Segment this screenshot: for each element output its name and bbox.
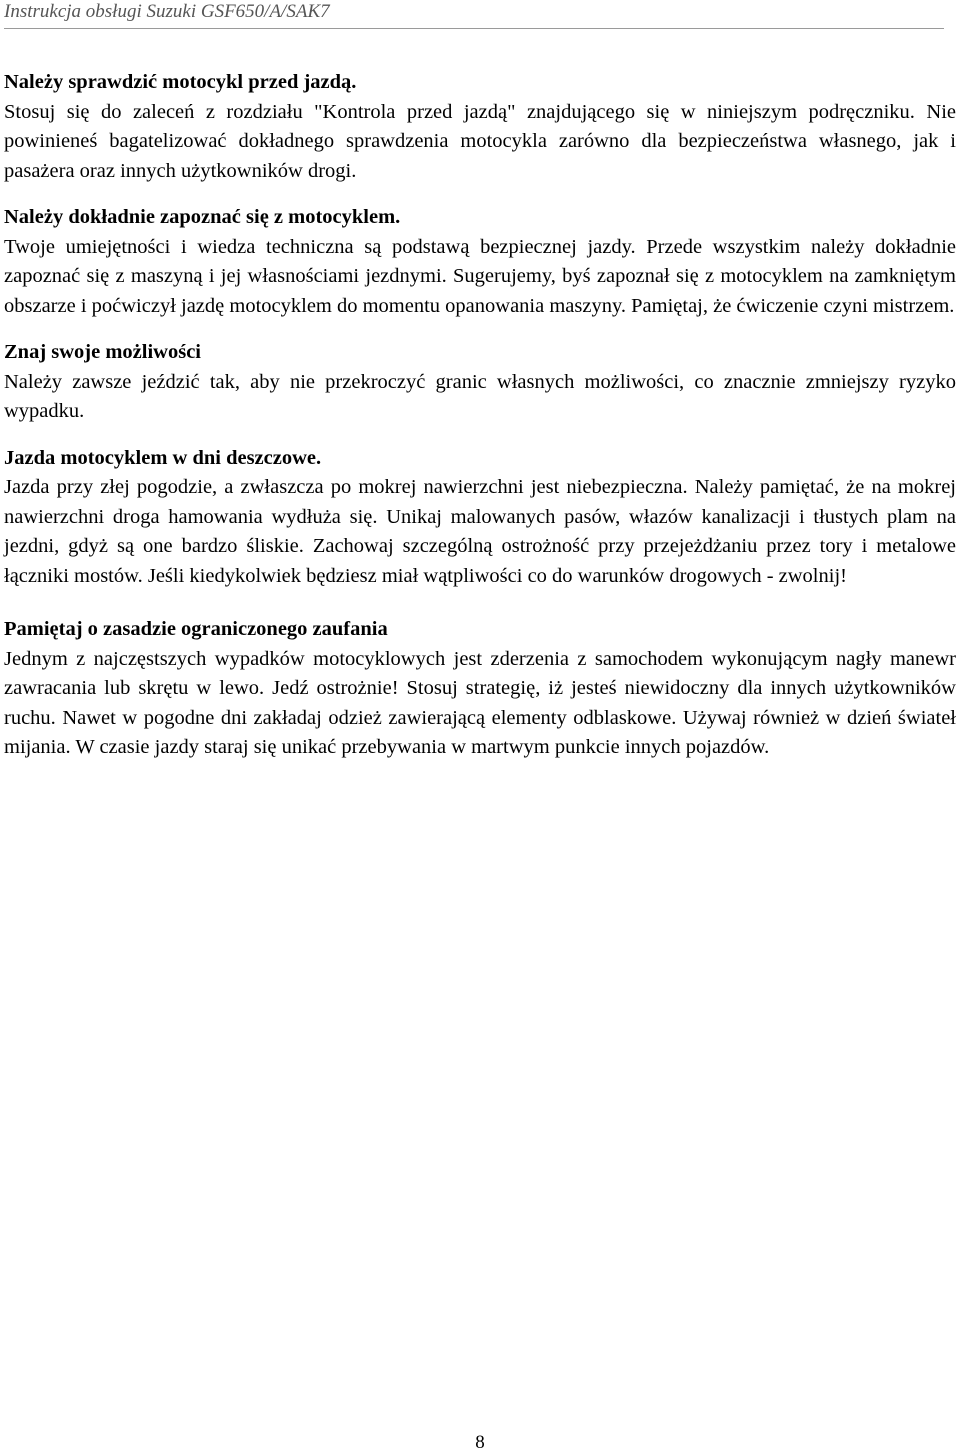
document-title: Instrukcja obsługi Suzuki GSF650/A/SAK7 — [4, 1, 330, 22]
section-body: Stosuj się do zaleceń z rozdziału "Kontrola przed jazdą" znajdującego się w niniejszym podręczniku. Nie powinieneś bagatelizować dokładnego sprawdzenia motocykla zarówno dla bezpieczeństwa własnego, jak i pasażera oraz innych użytkowników drogi. — [4, 100, 956, 182]
section-body: Jednym z najczęstszych wypadków motocyklowych jest zderzenia z samochodem wykonującym nagły manewr zawracania lub skrętu w lewo. Jedź ostrożnie! Stosuj strategię, iż jesteś niewidoczny dla innych użytkowników ruchu. Nawet w pogodne dni zakładaj odzież zawierającą elementy odblaskowe. Używaj również w dzień świateł mijania. W czasie jazdy staraj się unikać przebywania w martwym punkcie innych pojazdów. — [4, 647, 956, 758]
section-check-motorcycle — [4, 68, 956, 186]
section-body: Należy zawsze jeździć tak, aby nie przekroczyć granic własnych możliwości, co znacznie zmniejszy ryzyko wypadku. — [4, 370, 956, 422]
section-rainy-days — [4, 444, 956, 592]
page-content — [4, 68, 956, 780]
section-heading: Znaj swoje możliwości — [4, 341, 202, 363]
section-heading: Jazda motocyklem w dni deszczowe. — [4, 446, 322, 469]
section-know-motorcycle — [4, 203, 956, 321]
section-limited-trust — [4, 615, 956, 763]
section-heading: Należy sprawdzić motocykl przed jazdą. — [4, 71, 357, 93]
section-heading: Należy dokładnie zapoznać się z motocyklem. — [4, 206, 401, 228]
page-header — [4, 0, 944, 29]
section-body: Jazda przy złej pogodzie, a zwłaszcza po mokrej nawierzchni jest niebezpieczna. Należy pamiętać, że na mokrej nawierzchni droga hamowania wydłuża się. Unikaj malowanych pasów, włazów kanalizacji i tłustych plam na jezdni, gdyż są one bardzo śliskie. Zachowaj szczególną ostrożność przy przejeżdżaniu przez tory i metalowe łączniki mostów. Jeśli kiedykolwiek będziesz miał wątpliwości co do warunków drogowych - zwolnij! — [4, 476, 956, 587]
section-heading: Pamiętaj o zasadzie ograniczonego zaufania — [4, 618, 388, 640]
section-know-abilities — [4, 338, 956, 427]
section-body: Twoje umiejętności i wiedza techniczna są podstawą bezpiecznej jazdy. Przede wszystkim należy dokładnie zapoznać się z maszyną i jej własnościami jezdnymi. Sugerujemy, byś zapoznał się z motocyklem na zamkniętym obszarze i poćwiczył jazdę motocyklem do momentu opanowania maszyny. Pamiętaj, że ćwiczenie czyni mistrzem. — [4, 235, 956, 317]
page-number: 8 — [475, 1432, 485, 1453]
